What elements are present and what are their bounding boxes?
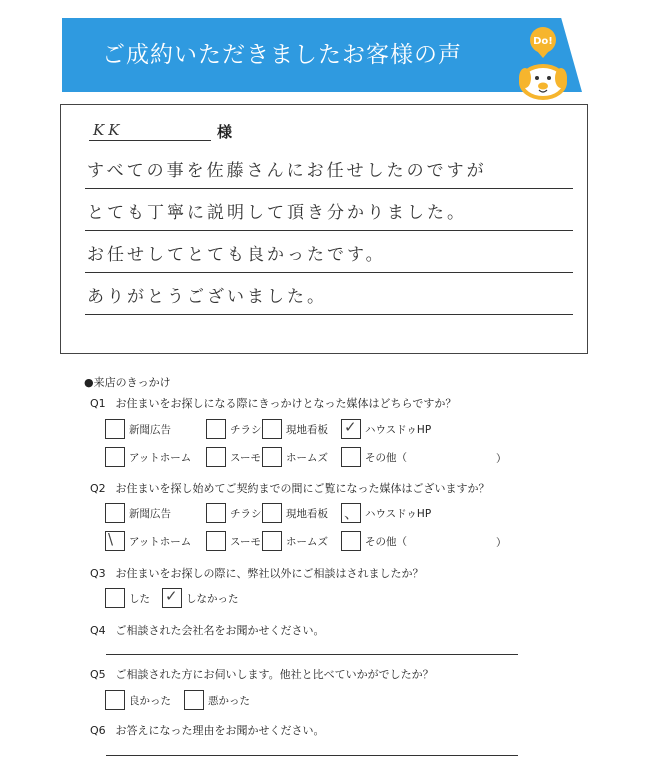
question-q4: [90, 622, 325, 638]
comment-line: ありがとうございました。: [85, 283, 573, 315]
checkbox[interactable]: [206, 447, 226, 467]
checkbox[interactable]: [206, 531, 226, 551]
q3-option-yes[interactable]: した: [105, 588, 150, 608]
q1-option-housedo-hp[interactable]: ✓ ハウスドゥHP: [341, 419, 431, 439]
comment-line: お任せしてとても良かったです。: [85, 241, 573, 273]
comment-card: [60, 104, 588, 354]
question-number: Q2: [90, 482, 106, 495]
checkbox[interactable]: \: [105, 531, 125, 551]
q1-option-signboard[interactable]: 現地看板: [262, 419, 328, 439]
checkbox[interactable]: 、: [341, 503, 361, 523]
page-title: ご成約いただきましたお客様の声: [102, 42, 462, 68]
close-paren: ）: [496, 537, 507, 549]
comment-line: すべての事を佐藤さんにお任せしたのですが: [85, 157, 573, 189]
checkbox[interactable]: [262, 531, 282, 551]
q2-option-athome[interactable]: \ アットホーム: [105, 531, 191, 551]
question-number: Q4: [90, 624, 106, 637]
question-number: Q5: [90, 668, 106, 681]
checkbox[interactable]: [184, 690, 204, 710]
checkbox[interactable]: [105, 588, 125, 608]
checkbox[interactable]: [262, 503, 282, 523]
q2-option-suumo[interactable]: スーモ: [206, 531, 261, 551]
question-q1: [90, 395, 456, 411]
checkbox[interactable]: ✓: [341, 419, 361, 439]
question-q2: [90, 480, 490, 496]
checkbox[interactable]: ✓: [162, 588, 182, 608]
question-number: Q6: [90, 724, 106, 737]
badge-text: Do!: [533, 36, 553, 47]
comment-line: [85, 317, 573, 349]
question-number: Q3: [90, 567, 106, 580]
q2-option-housedo-hp[interactable]: 、 ハウスドゥHP: [341, 503, 431, 523]
q2-option-other[interactable]: その他（: [341, 531, 407, 551]
q5-option-bad[interactable]: 悪かった: [184, 690, 250, 710]
checkbox[interactable]: [206, 503, 226, 523]
question-text: お住まいを探し始めてご契約までの間にご覧になった媒体はございますか？: [115, 482, 490, 495]
checkbox[interactable]: [341, 531, 361, 551]
q1-option-newspaper[interactable]: 新聞広告: [105, 419, 171, 439]
comment-line: とても丁寧に説明して頂き分かりました。: [85, 199, 573, 231]
answer-line-q4[interactable]: [106, 654, 518, 655]
checkbox[interactable]: [105, 690, 125, 710]
q2-option-flyer[interactable]: チラシ: [206, 503, 262, 523]
q2-option-homes[interactable]: ホームズ: [262, 531, 328, 551]
question-number: Q1: [90, 397, 106, 410]
q1-option-other[interactable]: その他（: [341, 447, 407, 467]
question-text: お答えになった理由をお聞かせください。: [115, 724, 325, 737]
checkbox[interactable]: [341, 447, 361, 467]
question-q3: [90, 565, 424, 581]
honorific-label: 様: [217, 123, 233, 141]
q3-option-no[interactable]: ✓ しなかった: [162, 588, 239, 608]
q1-option-suumo[interactable]: スーモ: [206, 447, 261, 467]
q1-option-homes[interactable]: ホームズ: [262, 447, 328, 467]
dog-mascot-icon: [508, 20, 578, 100]
customer-name: KK: [89, 121, 211, 141]
q5-option-good[interactable]: 良かった: [105, 690, 171, 710]
q1-option-flyer[interactable]: チラシ: [206, 419, 262, 439]
question-text: お住まいをお探しになる際にきっかけとなった媒体はどちらですか？: [115, 397, 457, 410]
section-title: ●来店のきっかけ: [84, 376, 171, 389]
checkbox[interactable]: [105, 503, 125, 523]
question-q6: [90, 722, 325, 738]
customer-name-row: [89, 121, 289, 143]
question-q5: [90, 666, 434, 682]
close-paren: ）: [496, 453, 507, 465]
checkbox[interactable]: [105, 419, 125, 439]
q1-option-athome[interactable]: アットホーム: [105, 447, 191, 467]
answer-line-q6[interactable]: [106, 755, 518, 756]
question-text: お住まいをお探しの際に、弊社以外にご相談はされましたか？: [115, 567, 424, 580]
checkbox[interactable]: [105, 447, 125, 467]
question-text: ご相談された会社名をお聞かせください。: [115, 624, 325, 637]
checkbox[interactable]: [206, 419, 226, 439]
q2-option-signboard[interactable]: 現地看板: [262, 503, 328, 523]
checkbox[interactable]: [262, 447, 282, 467]
question-text: ご相談された方にお伺いします。他社と比べていかがでしたか？: [115, 668, 434, 681]
checkbox[interactable]: [262, 419, 282, 439]
q2-option-newspaper[interactable]: 新聞広告: [105, 503, 171, 523]
